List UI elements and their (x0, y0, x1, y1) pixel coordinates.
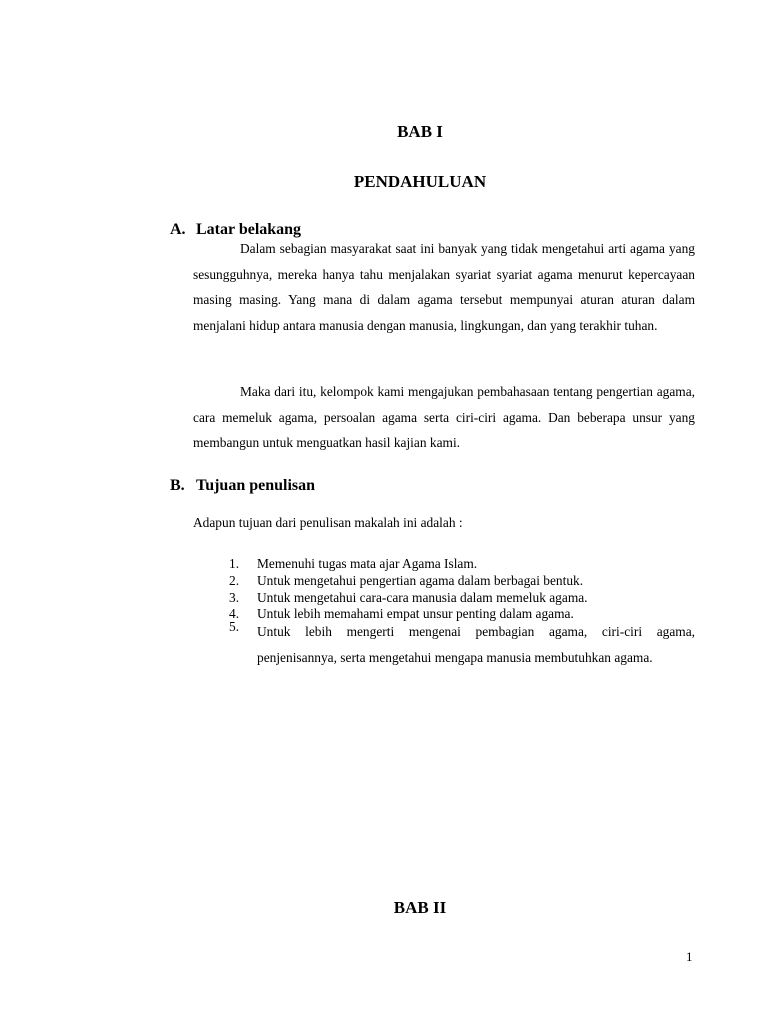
list-item-number: 2. (229, 572, 240, 588)
purpose-intro: Adapun tujuan dari penulisan makalah ini adalah : (193, 515, 463, 530)
list-item-number: 1. (229, 556, 240, 571)
list-item-number: 4. (229, 606, 240, 622)
section-a-title: Latar belakang (196, 221, 302, 238)
list-item (229, 556, 695, 573)
section-b-heading (170, 477, 315, 495)
chapter-1-title: PENDAHULUAN (353, 172, 487, 191)
list-item-text: Untuk lebih mengerti mengenai pembagian agama, ciri-ciri agama, penjenisannya, serta mengetahui mengapa manusia membutuhkan agama. (257, 624, 695, 665)
page-number: 1 (686, 949, 693, 964)
purpose-list (229, 556, 695, 670)
background-paragraph-1: Dalam sebagian masyarakat saat ini banyak yang tidak mengetahui arti agama yang sesungguhnya, mereka hanya tahu menjalakan syariat syariat agama menurut kepercayaan masing masing. Yang mana di dalam agama tersebut mempunyai aturan aturan dalam menjalani hidup antara manusia dengan manusia, lingkungan, dan yang terakhir tuhan. (193, 241, 695, 333)
chapter-1-heading: BAB I (397, 122, 443, 141)
section-a-letter: A. (170, 221, 186, 238)
list-item (229, 619, 695, 670)
list-item (229, 590, 695, 607)
list-item-number: 3. (229, 589, 240, 605)
list-item-text: Memenuhi tugas mata ajar Agama Islam. (257, 556, 478, 571)
section-b-title: Tujuan penulisan (196, 477, 316, 494)
section-b-letter: B. (170, 477, 185, 494)
list-item (229, 573, 695, 590)
background-paragraph-2: Maka dari itu, kelompok kami mengajukan pembahasaan tentang pengertian agama, cara memeluk agama, persoalan agama serta ciri-ciri agama. Dan beberapa unsur yang membangun untuk menguatkan hasil kajian kami. (193, 384, 695, 450)
chapter-2-heading: BAB II (393, 898, 447, 917)
list-item-text: Untuk mengetahui cara-cara manusia dalam memeluk agama. (257, 589, 588, 605)
list-item-number: 5. (229, 619, 240, 635)
list-item-text: Untuk lebih memahami empat unsur penting dalam agama. (257, 606, 574, 622)
list-item-text: Untuk mengetahui pengertian agama dalam berbagai bentuk. (257, 572, 584, 588)
